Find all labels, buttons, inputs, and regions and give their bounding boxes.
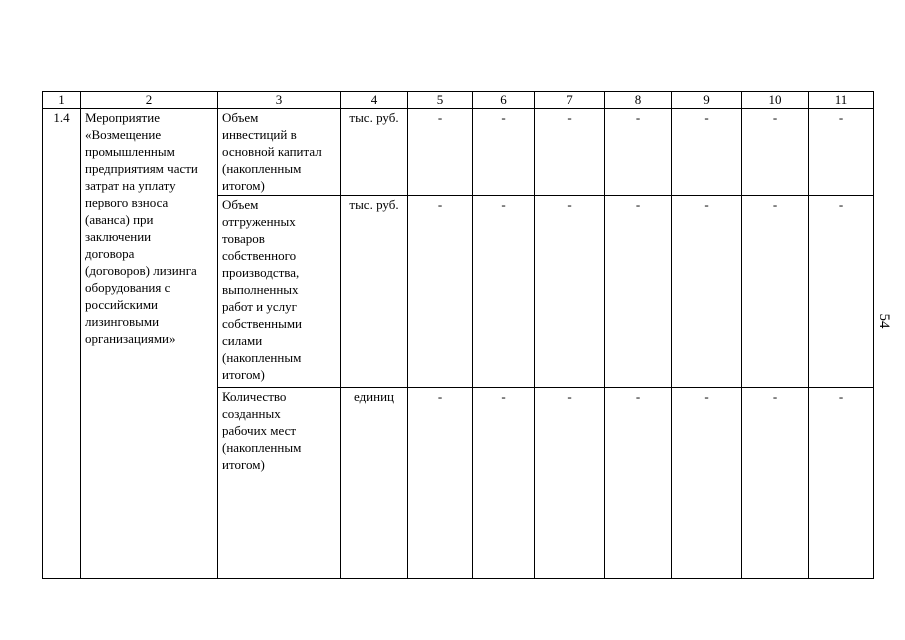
value-cell: - xyxy=(605,109,672,196)
column-number-row xyxy=(43,92,874,109)
column-number-cell: 7 xyxy=(535,92,605,109)
table-row xyxy=(43,109,874,196)
indicator-name-cell: Количество созданных рабочих мест (накопленным итогом) xyxy=(218,387,341,578)
column-number-cell: 11 xyxy=(809,92,874,109)
row-number-cell: 1.4 xyxy=(43,109,81,579)
value-cell: - xyxy=(809,196,874,387)
column-number-cell: 8 xyxy=(605,92,672,109)
column-number-cell: 4 xyxy=(341,92,408,109)
column-number-cell: 1 xyxy=(43,92,81,109)
unit-cell: тыс. руб. xyxy=(341,196,408,387)
value-cell: - xyxy=(408,109,473,196)
value-cell: - xyxy=(672,387,742,578)
value-cell: - xyxy=(408,387,473,578)
value-cell: - xyxy=(473,387,535,578)
value-cell: - xyxy=(672,196,742,387)
column-number-cell: 6 xyxy=(473,92,535,109)
value-cell: - xyxy=(605,387,672,578)
column-number-cell: 2 xyxy=(81,92,218,109)
value-cell: - xyxy=(742,109,809,196)
value-cell: - xyxy=(605,196,672,387)
unit-cell: тыс. руб. xyxy=(341,109,408,196)
page-number: 54 xyxy=(876,313,892,329)
column-number-cell: 10 xyxy=(742,92,809,109)
value-cell: - xyxy=(535,196,605,387)
value-cell: - xyxy=(672,109,742,196)
indicators-table xyxy=(42,91,874,579)
value-cell: - xyxy=(742,387,809,578)
column-number-cell: 3 xyxy=(218,92,341,109)
unit-cell: единиц xyxy=(341,387,408,578)
value-cell: - xyxy=(535,387,605,578)
value-cell: - xyxy=(535,109,605,196)
column-number-cell: 9 xyxy=(672,92,742,109)
value-cell: - xyxy=(809,387,874,578)
value-cell: - xyxy=(473,196,535,387)
value-cell: - xyxy=(742,196,809,387)
value-cell: - xyxy=(473,109,535,196)
value-cell: - xyxy=(408,196,473,387)
value-cell: - xyxy=(809,109,874,196)
indicator-name-cell: Объем инвестиций в основной капитал (накопленным итогом) xyxy=(218,109,341,196)
indicator-name-cell: Объем отгруженных товаров собственного производства, выполненных работ и услуг собственными силами (накопленным итогом) xyxy=(218,196,341,387)
activity-name-cell: Мероприятие «Возмещение промышленным предприятиям части затрат на уплату первого взноса (аванса) при заключении договора (договоров) лизинга оборудования с российскими лизинговыми организациями» xyxy=(81,109,218,579)
column-number-cell: 5 xyxy=(408,92,473,109)
